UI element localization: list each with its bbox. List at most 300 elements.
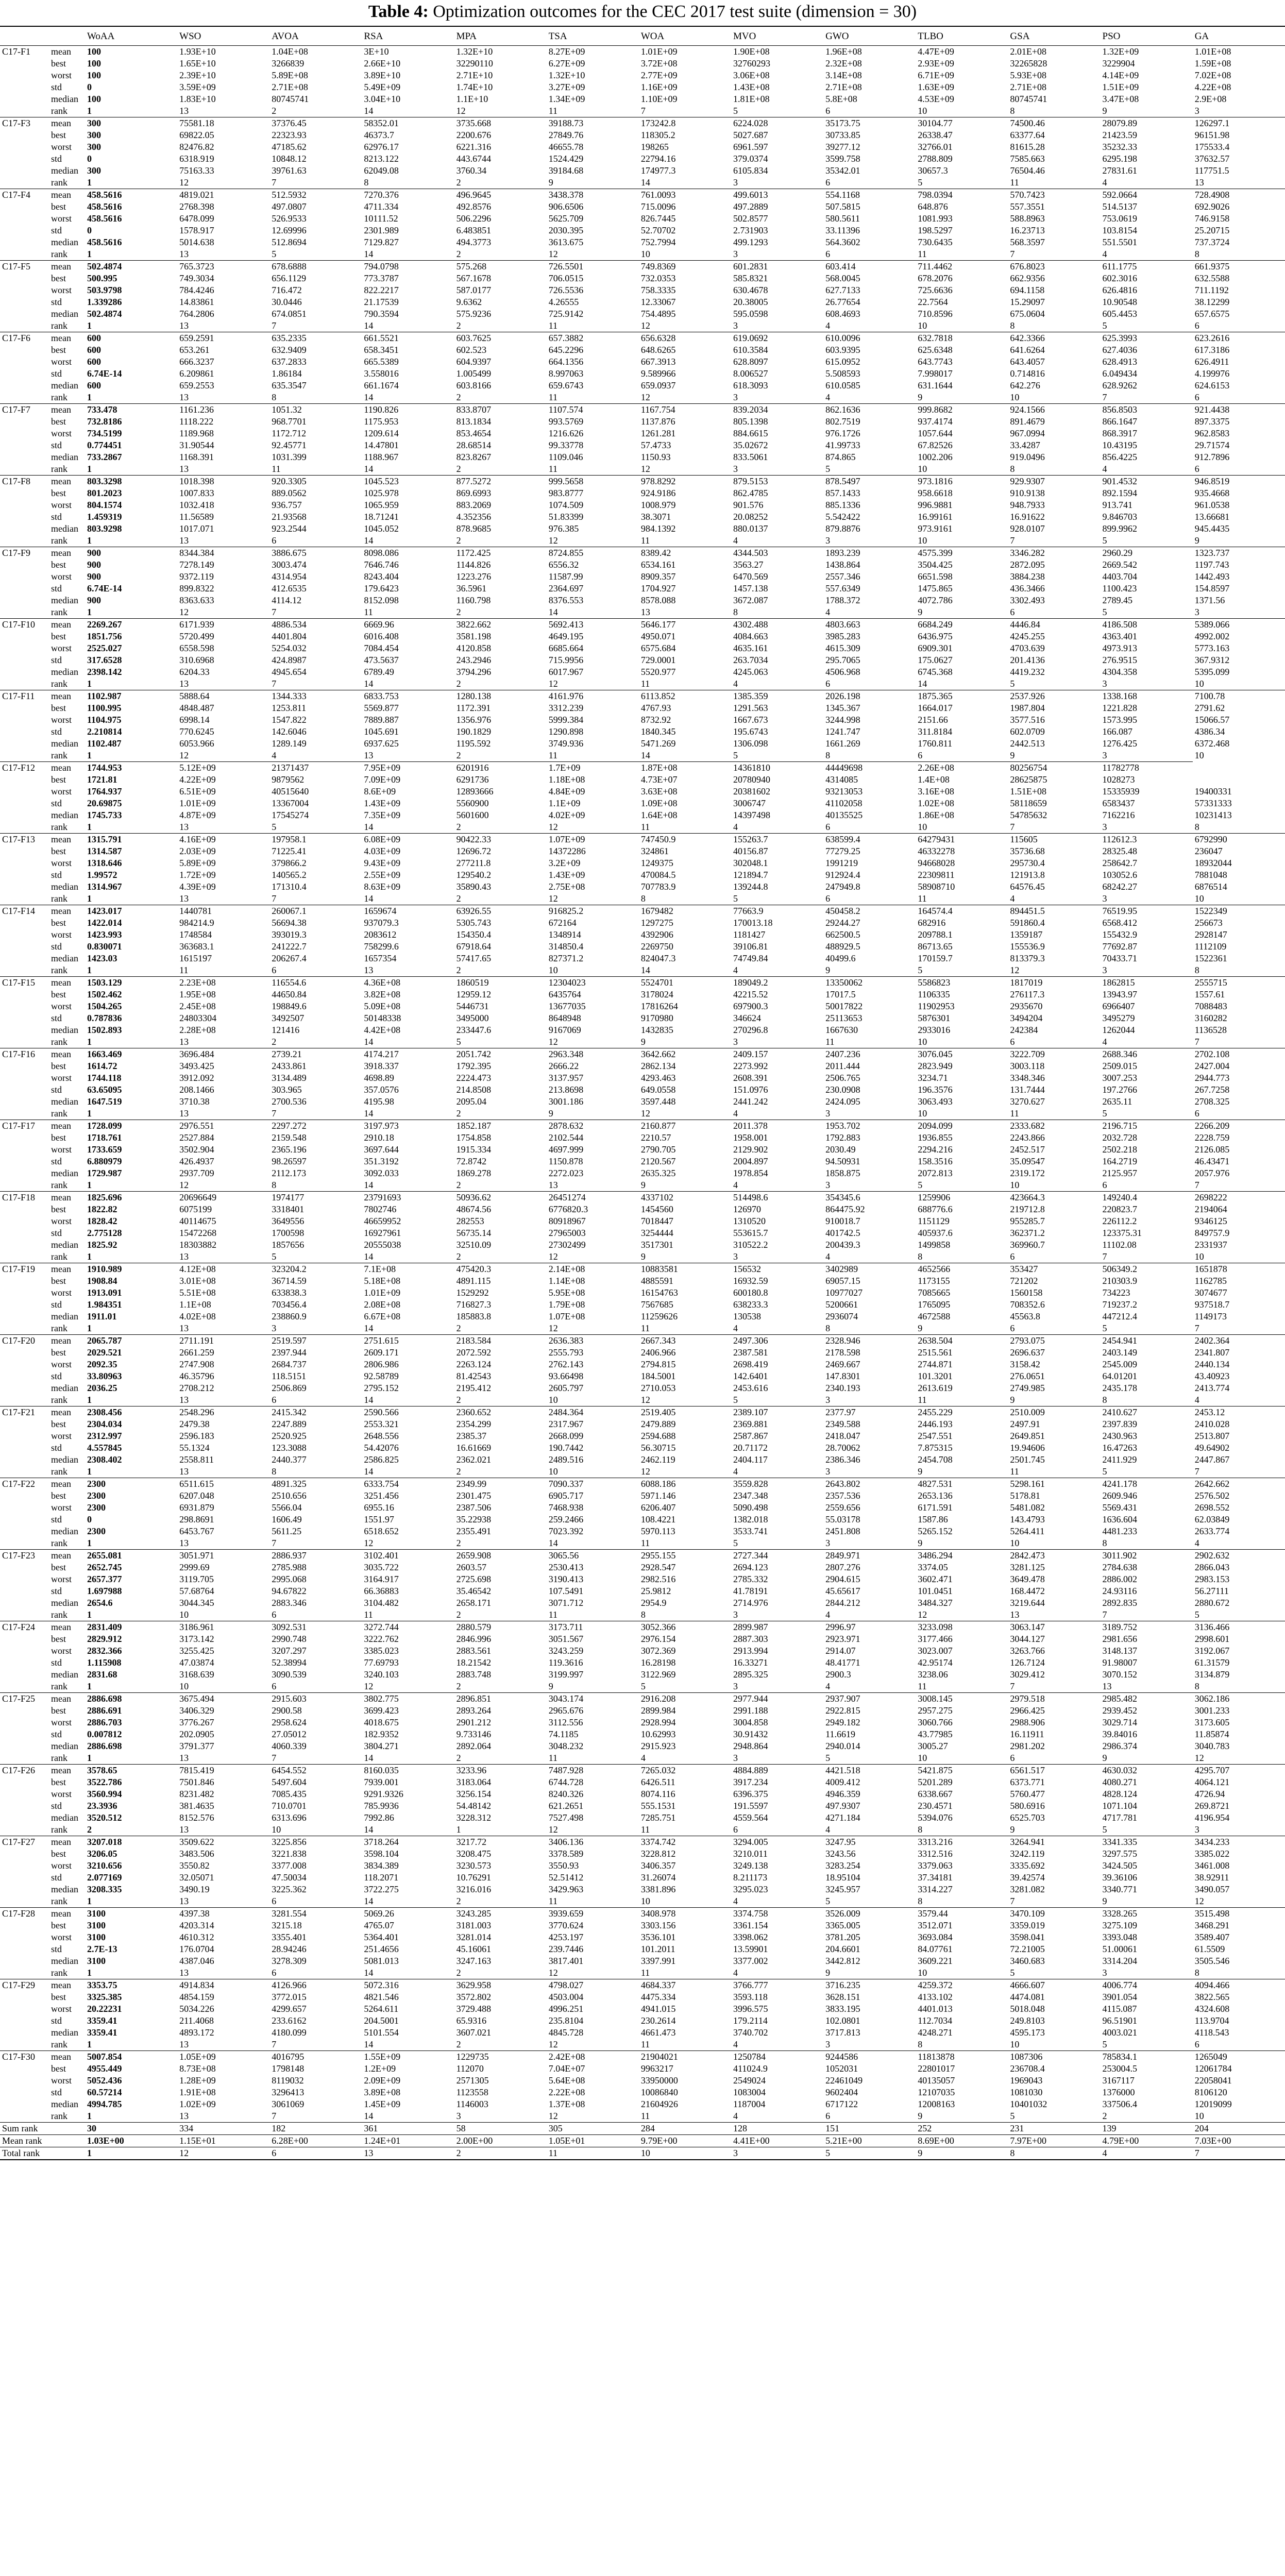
value-cell: 3005.27 bbox=[918, 1741, 948, 1751]
table-row bbox=[0, 1681, 1285, 1693]
value-cell: 176.0704 bbox=[179, 1944, 214, 1954]
value-cell: 694.1158 bbox=[1010, 285, 1045, 295]
table-row bbox=[0, 1705, 1285, 1717]
header-algorithm: TLBO bbox=[918, 30, 943, 42]
stat-label: rank bbox=[51, 1609, 67, 1620]
value-cell: 14 bbox=[918, 679, 927, 689]
value-cell: 80256754 bbox=[1008, 762, 1100, 774]
value-cell: 2.775128 bbox=[87, 1228, 122, 1238]
function-name bbox=[0, 380, 49, 392]
value-cell: 976.1726 bbox=[825, 428, 860, 438]
value-cell: 6 bbox=[1194, 464, 1199, 474]
value-cell: 14 bbox=[364, 106, 374, 116]
value-cell: 269.8721 bbox=[1194, 1801, 1230, 1811]
summary-value: 361 bbox=[362, 2123, 454, 2135]
value-cell: 3985.283 bbox=[825, 631, 860, 641]
value-cell: 62.03849 bbox=[1194, 1514, 1230, 1524]
value-cell: 3092.531 bbox=[269, 1621, 362, 1634]
value-cell: 94668028 bbox=[918, 858, 955, 868]
value-cell: 497.0807 bbox=[272, 201, 307, 212]
value-cell: 226112.2 bbox=[1102, 1216, 1137, 1226]
value-cell: 423664.3 bbox=[1008, 1192, 1100, 1204]
stat-label: rank bbox=[51, 1824, 67, 1835]
value-cell: 10 bbox=[179, 1681, 189, 1691]
value-cell: 68242.27 bbox=[1102, 882, 1138, 892]
function-name: C17-F10 bbox=[0, 619, 49, 631]
value-cell: 3264.941 bbox=[1008, 1836, 1100, 1849]
value-cell: 2785.988 bbox=[272, 1562, 307, 1572]
table-row bbox=[0, 1788, 1285, 1800]
stat-label: worst bbox=[51, 1789, 72, 1799]
value-cell: 1504.265 bbox=[87, 1001, 122, 1011]
value-cell: 13 bbox=[179, 679, 189, 689]
value-cell: 357.0576 bbox=[364, 1084, 399, 1095]
value-cell: 7 bbox=[1010, 822, 1015, 832]
value-cell: 3599.758 bbox=[825, 154, 860, 164]
value-cell: 2387.506 bbox=[456, 1502, 492, 1513]
value-cell: 7.998017 bbox=[918, 368, 953, 379]
value-cell: 260067.1 bbox=[269, 905, 362, 918]
value-cell: 1 bbox=[87, 822, 92, 832]
stat-label: std bbox=[51, 297, 62, 307]
value-cell: 6.483851 bbox=[456, 225, 492, 235]
value-cell: 8 bbox=[1194, 1968, 1199, 1978]
value-cell: 29.71574 bbox=[1194, 440, 1230, 450]
value-cell: 6 bbox=[272, 1968, 277, 1978]
value-cell: 7.95E+09 bbox=[362, 762, 454, 774]
value-cell: 175533.4 bbox=[1194, 142, 1230, 152]
value-cell: 14 bbox=[364, 1108, 374, 1118]
summary-label: Mean rank bbox=[0, 2135, 85, 2147]
value-cell: 143.4793 bbox=[1010, 1514, 1045, 1524]
value-cell: 3243.285 bbox=[454, 1908, 547, 1920]
value-cell: 8 bbox=[825, 750, 831, 760]
value-cell: 2608.391 bbox=[733, 1073, 768, 1083]
value-cell: 891.4679 bbox=[1010, 416, 1045, 427]
value-cell: 4241.178 bbox=[1101, 1478, 1193, 1490]
value-cell: 785.9936 bbox=[364, 1801, 399, 1811]
value-cell: 5692.413 bbox=[547, 619, 639, 631]
table-row bbox=[0, 1728, 1285, 1740]
value-cell: 512.8694 bbox=[272, 237, 307, 247]
value-cell: 3517301 bbox=[640, 1240, 673, 1250]
table-row bbox=[0, 1466, 1285, 1478]
value-cell: 12 bbox=[548, 1037, 558, 1047]
value-cell: 785834.1 bbox=[1101, 2051, 1193, 2063]
function-name bbox=[0, 1311, 49, 1323]
value-cell: 2.28E+08 bbox=[179, 1025, 216, 1035]
value-cell: 4314085 bbox=[825, 774, 858, 785]
function-name bbox=[0, 1239, 49, 1251]
value-cell: 7088483 bbox=[1194, 1001, 1227, 1011]
function-name bbox=[0, 1991, 49, 2003]
summary-value: 9.79E+00 bbox=[639, 2135, 731, 2147]
value-cell: 3504.425 bbox=[918, 560, 953, 570]
value-cell: 6789.49 bbox=[364, 667, 394, 677]
value-cell: 14 bbox=[364, 1037, 374, 1047]
value-cell: 2725.698 bbox=[456, 1574, 492, 1584]
value-cell: 761.0093 bbox=[639, 189, 731, 201]
value-cell: 506.2296 bbox=[456, 213, 492, 224]
value-cell: 502.4874 bbox=[85, 261, 177, 273]
value-cell: 3071.712 bbox=[548, 1598, 584, 1608]
table-row bbox=[0, 93, 1285, 105]
value-cell: 6931.879 bbox=[179, 1502, 214, 1513]
value-cell: 6 bbox=[1194, 2039, 1199, 2049]
value-cell: 1 bbox=[87, 1609, 92, 1620]
value-cell: 3.72E+08 bbox=[640, 58, 678, 69]
value-cell: 13 bbox=[179, 1896, 189, 1906]
value-cell: 3397.991 bbox=[640, 1956, 676, 1966]
value-cell: 2643.802 bbox=[823, 1478, 916, 1490]
value-cell: 1.10E+09 bbox=[640, 94, 678, 104]
value-cell: 4.02E+08 bbox=[179, 1311, 216, 1321]
value-cell: 142.6401 bbox=[733, 1371, 768, 1381]
value-cell: 6558.598 bbox=[179, 643, 214, 653]
stat-label: std bbox=[51, 2087, 62, 2097]
table-row bbox=[0, 1693, 1285, 1705]
value-cell: 276117.3 bbox=[1010, 989, 1045, 999]
stat-label: rank bbox=[51, 1538, 67, 1548]
value-cell: 4635.161 bbox=[733, 643, 768, 653]
function-name bbox=[0, 1717, 49, 1728]
value-cell: 936.757 bbox=[272, 500, 302, 510]
value-cell: 1 bbox=[87, 320, 92, 331]
value-cell: 2194064 bbox=[1194, 1204, 1227, 1214]
value-cell: 5 bbox=[1102, 1824, 1107, 1835]
table-row bbox=[0, 1812, 1285, 1824]
value-cell: 1636.604 bbox=[1102, 1514, 1138, 1524]
function-name bbox=[0, 571, 49, 583]
value-cell: 1 bbox=[87, 1180, 92, 1190]
value-cell: 3359.019 bbox=[1010, 1920, 1045, 1930]
function-name: C17-F30 bbox=[0, 2051, 49, 2063]
value-cell: 1297275 bbox=[640, 918, 673, 928]
value-cell: 929.9307 bbox=[1008, 476, 1100, 488]
value-cell: 2126.085 bbox=[1194, 1144, 1230, 1155]
value-cell: 2896.851 bbox=[454, 1693, 547, 1705]
value-cell: 2454.708 bbox=[918, 1454, 953, 1465]
value-cell: 8.27E+09 bbox=[547, 46, 639, 58]
value-cell: 638599.4 bbox=[823, 834, 916, 846]
stat-label: std bbox=[51, 1514, 62, 1524]
stat-label: median bbox=[51, 953, 78, 963]
header-algorithm: GWO bbox=[825, 30, 849, 42]
value-cell: 10111.52 bbox=[364, 213, 398, 224]
value-cell: 46655.78 bbox=[548, 142, 584, 152]
table-row bbox=[0, 463, 1285, 476]
value-cell: 7 bbox=[1194, 1323, 1199, 1333]
value-cell: 2714.976 bbox=[733, 1598, 768, 1608]
value-cell: 4203.314 bbox=[179, 1920, 214, 1930]
value-cell: 6396.375 bbox=[733, 1789, 768, 1799]
stat-label: median bbox=[51, 1168, 78, 1178]
table-row bbox=[0, 428, 1285, 439]
value-cell: 2 bbox=[456, 1681, 461, 1691]
function-name bbox=[0, 1156, 49, 1167]
value-cell: 2129.902 bbox=[733, 1144, 768, 1155]
function-name bbox=[0, 1740, 49, 1752]
value-cell: 2 bbox=[456, 1108, 461, 1118]
value-cell: 2913.994 bbox=[733, 1646, 768, 1656]
value-cell: 7 bbox=[272, 1538, 277, 1548]
value-cell: 13 bbox=[179, 249, 189, 259]
value-cell: 54785632 bbox=[1010, 810, 1047, 820]
table-row bbox=[0, 273, 1285, 284]
value-cell: 14397498 bbox=[733, 810, 770, 820]
stat-label: rank bbox=[51, 1681, 67, 1691]
value-cell: 3233.098 bbox=[916, 1621, 1008, 1634]
value-cell: 190.1829 bbox=[456, 726, 492, 737]
value-cell: 5395.099 bbox=[1194, 667, 1230, 677]
value-cell: 2.01E+08 bbox=[1008, 46, 1100, 58]
table-row bbox=[0, 893, 1285, 905]
value-cell: 1136528 bbox=[1194, 1025, 1227, 1035]
stat-label: best bbox=[51, 560, 66, 570]
value-cell: 1074.509 bbox=[548, 500, 584, 510]
value-cell: 251.4656 bbox=[364, 1944, 399, 1954]
table-row bbox=[0, 917, 1285, 929]
value-cell: 0 bbox=[87, 1514, 92, 1524]
function-name bbox=[0, 1597, 49, 1609]
value-cell: 3442.812 bbox=[825, 1956, 860, 1966]
value-cell: 2880.579 bbox=[454, 1621, 547, 1634]
value-cell: 6685.664 bbox=[548, 643, 584, 653]
value-cell: 6717122 bbox=[825, 2099, 858, 2109]
summary-value: 10 bbox=[639, 2147, 731, 2160]
stat-label: std bbox=[51, 583, 62, 594]
table-row bbox=[0, 1585, 1285, 1597]
function-name bbox=[0, 929, 49, 941]
stat-label: rank bbox=[51, 106, 67, 116]
value-cell: 3672.087 bbox=[733, 595, 768, 605]
value-cell: 643.4057 bbox=[1010, 357, 1045, 367]
value-cell: 1161.236 bbox=[177, 404, 269, 416]
table-row bbox=[0, 523, 1285, 535]
value-cell: 1667630 bbox=[825, 1025, 858, 1035]
function-name bbox=[0, 1788, 49, 1800]
value-cell: 2362.021 bbox=[456, 1454, 492, 1465]
value-cell: 3325.385 bbox=[87, 1992, 122, 2002]
value-cell: 3.89E+10 bbox=[364, 70, 401, 80]
value-cell: 2916.208 bbox=[639, 1693, 731, 1705]
table-row bbox=[0, 261, 1285, 273]
value-cell: 4.557845 bbox=[87, 1443, 122, 1453]
value-cell: 4994.785 bbox=[87, 2099, 122, 2109]
value-cell: 2698222 bbox=[1193, 1192, 1285, 1204]
value-cell: 7 bbox=[272, 2039, 277, 2049]
value-cell: 13367004 bbox=[272, 798, 309, 808]
value-cell: 6 bbox=[1102, 1180, 1107, 1190]
value-cell: 3729.488 bbox=[456, 2004, 492, 2014]
value-cell: 3598.041 bbox=[1010, 1932, 1045, 1942]
value-cell: 924.9186 bbox=[640, 488, 676, 498]
stat-label: rank bbox=[51, 1896, 67, 1906]
value-cell: 661.1674 bbox=[364, 380, 399, 391]
value-cell: 9 bbox=[918, 1323, 923, 1333]
function-name bbox=[0, 284, 49, 296]
value-cell: 805.1398 bbox=[733, 416, 768, 427]
value-cell: 5027.687 bbox=[733, 130, 768, 140]
value-cell: 605.4453 bbox=[1102, 309, 1138, 319]
value-cell: 910018.7 bbox=[825, 1216, 860, 1226]
value-cell: 5 bbox=[1010, 1968, 1015, 1978]
stat-label: mean bbox=[49, 547, 85, 560]
value-cell: 6833.753 bbox=[362, 690, 454, 703]
value-cell: 4064.121 bbox=[1194, 1777, 1230, 1787]
value-cell: 241222.7 bbox=[272, 941, 307, 952]
table-row bbox=[0, 380, 1285, 392]
value-cell: 1162785 bbox=[1194, 1276, 1227, 1286]
value-cell: 638233.3 bbox=[733, 1299, 768, 1310]
summary-value: 252 bbox=[916, 2123, 1008, 2135]
value-cell: 2196.715 bbox=[1101, 1120, 1193, 1132]
value-cell: 3137.957 bbox=[548, 1073, 584, 1083]
value-cell: 2263.124 bbox=[456, 1359, 492, 1369]
value-cell: 129540.2 bbox=[456, 870, 492, 880]
value-cell: 166.087 bbox=[1102, 726, 1133, 737]
value-cell: 13 bbox=[640, 607, 650, 617]
value-cell: 2452.517 bbox=[1010, 1144, 1045, 1155]
value-cell: 2.32E+08 bbox=[825, 58, 862, 69]
value-cell: 600 bbox=[87, 380, 101, 391]
value-cell: 209788.1 bbox=[918, 929, 953, 940]
value-cell: 303.965 bbox=[272, 1084, 302, 1095]
value-cell: 1123558 bbox=[456, 2087, 488, 2097]
value-cell: 1.96E+08 bbox=[823, 46, 916, 58]
value-cell: 4 bbox=[1102, 249, 1107, 259]
value-cell: 32766.01 bbox=[918, 142, 953, 152]
summary-value: 7 bbox=[1193, 2147, 1285, 2160]
value-cell: 48.41771 bbox=[825, 1657, 860, 1668]
value-cell: 3718.264 bbox=[362, 1836, 454, 1849]
value-cell: 9 bbox=[825, 965, 831, 975]
value-cell: 2304.034 bbox=[87, 1419, 122, 1429]
value-cell: 1253.811 bbox=[272, 703, 307, 713]
value-cell: 3398.062 bbox=[733, 1932, 768, 1942]
value-cell: 3249.138 bbox=[733, 1860, 768, 1871]
value-cell: 22461049 bbox=[825, 2075, 863, 2086]
value-cell: 749.3034 bbox=[179, 273, 214, 283]
table-row bbox=[0, 953, 1285, 964]
value-cell: 5 bbox=[733, 893, 738, 904]
table-body bbox=[0, 46, 1285, 2160]
value-cell: 93213053 bbox=[825, 786, 863, 796]
value-cell: 3434.233 bbox=[1193, 1836, 1285, 1849]
stat-label: std bbox=[51, 655, 62, 665]
value-cell: 121894.7 bbox=[733, 870, 768, 880]
value-cell: 196.3576 bbox=[918, 1084, 953, 1095]
value-cell: 1.45E+09 bbox=[364, 2099, 401, 2109]
value-cell: 47.03874 bbox=[179, 1657, 214, 1668]
stat-label: worst bbox=[51, 142, 72, 152]
value-cell: 214.8508 bbox=[456, 1084, 492, 1095]
stat-label: median bbox=[51, 523, 78, 534]
value-cell: 9 bbox=[918, 1538, 923, 1548]
value-cell: 2949.182 bbox=[825, 1717, 860, 1727]
value-cell: 1663.469 bbox=[85, 1048, 177, 1061]
header-algorithm: GSA bbox=[1010, 30, 1030, 42]
function-name bbox=[0, 953, 49, 964]
value-cell: 10848.12 bbox=[272, 154, 307, 164]
value-cell: 8 bbox=[1102, 1395, 1107, 1405]
table-row bbox=[0, 499, 1285, 511]
value-cell: 2520.925 bbox=[272, 1431, 307, 1441]
stat-label: rank bbox=[51, 2111, 67, 2121]
function-name bbox=[0, 1442, 49, 1454]
stat-label: worst bbox=[51, 2075, 72, 2086]
value-cell: 857.1433 bbox=[825, 488, 860, 498]
value-cell: 2501.745 bbox=[1010, 1454, 1045, 1465]
value-cell: 6318.919 bbox=[179, 154, 214, 164]
value-cell: 126970 bbox=[733, 1204, 761, 1214]
table-row bbox=[0, 1526, 1285, 1537]
function-name bbox=[0, 1895, 49, 1908]
value-cell: 60.57214 bbox=[87, 2087, 122, 2097]
value-cell: 21.17539 bbox=[364, 297, 399, 307]
stat-label: mean bbox=[49, 1908, 85, 1920]
value-cell: 11 bbox=[918, 249, 927, 259]
value-cell: 2793.075 bbox=[1008, 1335, 1100, 1347]
value-cell: 5.93E+08 bbox=[1010, 70, 1047, 80]
value-cell: 2661.259 bbox=[179, 1347, 214, 1358]
value-cell: 7992.86 bbox=[364, 1812, 394, 1823]
value-cell: 4293.463 bbox=[640, 1073, 676, 1083]
value-cell: 3693.084 bbox=[918, 1932, 953, 1942]
value-cell: 54.42076 bbox=[364, 1443, 399, 1453]
value-cell: 2092.35 bbox=[87, 1359, 117, 1369]
value-cell: 2846.996 bbox=[456, 1634, 492, 1644]
value-cell: 64279431 bbox=[916, 834, 1008, 846]
value-cell: 1189.968 bbox=[179, 428, 214, 438]
value-cell: 351.3192 bbox=[364, 1156, 399, 1166]
value-cell: 139244.8 bbox=[733, 882, 768, 892]
function-name bbox=[0, 1394, 49, 1406]
value-cell: 10 bbox=[1010, 1180, 1020, 1190]
table-row bbox=[0, 595, 1285, 606]
value-cell: 1.16E+09 bbox=[640, 82, 678, 92]
value-cell: 2402.364 bbox=[1193, 1335, 1285, 1347]
value-cell: 978.8292 bbox=[639, 476, 731, 488]
value-cell: 1081030 bbox=[1010, 2087, 1043, 2097]
value-cell: 33950000 bbox=[640, 2075, 678, 2086]
value-cell: 77663.9 bbox=[731, 905, 823, 918]
value-cell: 3.558016 bbox=[364, 368, 399, 379]
value-cell: 3003.118 bbox=[1010, 1061, 1045, 1071]
summary-value: 5 bbox=[823, 2147, 916, 2160]
value-cell: 3607.021 bbox=[456, 2027, 492, 2038]
value-cell: 2072.592 bbox=[456, 1347, 492, 1358]
results-table-wrapper bbox=[0, 26, 1285, 2160]
table-row bbox=[0, 1096, 1285, 1108]
table-row bbox=[0, 225, 1285, 236]
value-cell: 2744.871 bbox=[918, 1359, 953, 1369]
value-cell: 238860.9 bbox=[272, 1311, 307, 1321]
value-cell: 2159.548 bbox=[272, 1132, 307, 1143]
value-cell: 1547.822 bbox=[272, 715, 307, 725]
value-cell: 2648.556 bbox=[364, 1431, 399, 1441]
value-cell: 8363.633 bbox=[179, 595, 214, 605]
function-name bbox=[0, 1382, 49, 1394]
value-cell: 1.65E+10 bbox=[179, 58, 216, 69]
value-cell: 6206.407 bbox=[640, 1502, 676, 1513]
value-cell: 174977.3 bbox=[640, 165, 676, 176]
value-cell: 282553 bbox=[456, 1216, 484, 1226]
value-cell: 5970.113 bbox=[640, 1526, 675, 1536]
value-cell: 2 bbox=[456, 249, 461, 259]
value-cell: 69822.05 bbox=[179, 130, 214, 140]
value-cell: 411024.9 bbox=[733, 2063, 768, 2074]
